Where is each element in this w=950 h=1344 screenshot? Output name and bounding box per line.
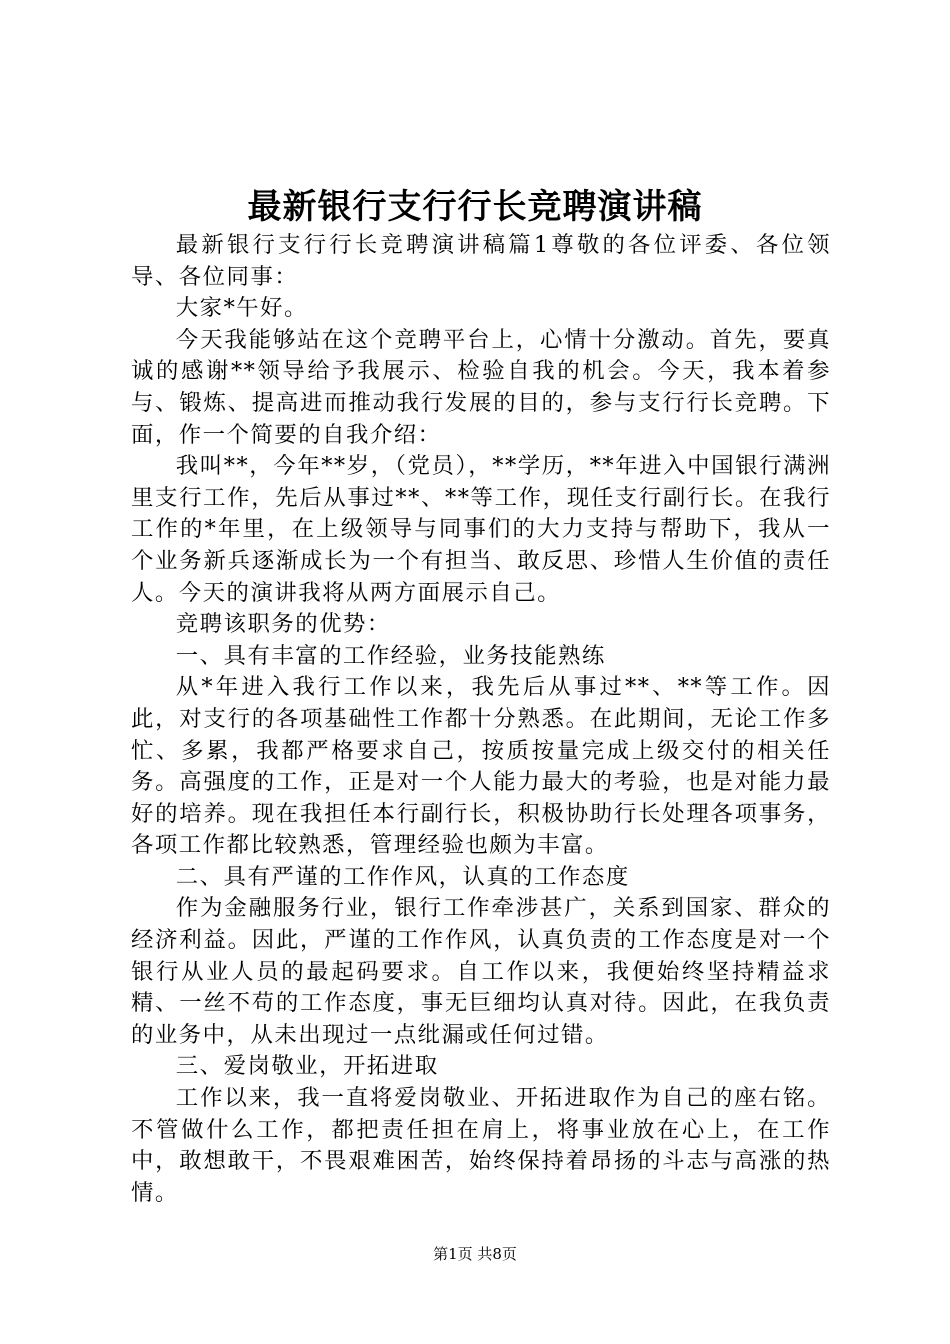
- paragraph-experience: 从*年进入我行工作以来，我先后从事过**、**等工作。因此，对支行的各项基础性工作都十分熟悉。在此期间，无论工作多忙、多累，我都严格要求自己，按质按量完成上级交付的相关任务。高强度的工作，正是对一个人能力最大的考验，也是对能力最好的培养。现在我担任本行副行长，积极协助行长处理各项事务，各项工作都比较熟悉，管理经验也颇为丰富。: [131, 674, 831, 859]
- paragraph-advantages-heading: 竞聘该职务的优势：: [175, 611, 391, 638]
- document-title: 最新银行支行行长竞聘演讲稿: [247, 187, 703, 227]
- document-body: [131, 230, 831, 1209]
- section-heading-work-style: 二、具有严谨的工作作风，认真的工作态度: [175, 863, 630, 890]
- section-heading-dedication: 三、爱岗敬业，开拓进取: [175, 1053, 439, 1080]
- page-footer: 第1页 共8页: [433, 1245, 517, 1263]
- section-heading-experience: 一、具有丰富的工作经验，业务技能熟练: [175, 642, 606, 669]
- paragraph-greeting: 最新银行支行行长竞聘演讲稿篇1尊敬的各位评委、各位领导、各位同事：: [131, 232, 831, 290]
- paragraph-salutation: 大家*午好。: [175, 295, 308, 322]
- paragraph-dedication: 工作以来，我一直将爱岗敬业、开拓进取作为自己的座右铭。不管做什么工作，都把责任担在肩上，将事业放在心上，在工作中，敢想敢干，不畏艰难困苦，始终保持着昂扬的斗志与高涨的热情。: [131, 1085, 831, 1206]
- paragraph-self-introduction: 我叫**，今年**岁，（党员），**学历，**年进入中国银行满洲里支行工作，先后从事过**、**等工作，现任支行副行长。在我行工作的*年里，在上级领导与同事们的大力支持与帮助下，我从一个业务新兵逐渐成长为一个有担当、敢反思、珍惜人生价值的责任人。今天的演讲我将从两方面展示自己。: [131, 453, 831, 606]
- paragraph-opening: 今天我能够站在这个竞聘平台上，心情十分激动。首先，要真诚的感谢**领导给予我展示、检验自我的机会。今天，我本着参与、锻炼、提高进而推动我行发展的目的，参与支行行长竞聘。下面，作一个简要的自我介绍：: [131, 326, 831, 448]
- paragraph-work-style: 作为金融服务行业，银行工作牵涉甚广，关系到国家、群众的经济利益。因此，严谨的工作作风，认真负责的工作态度是对一个银行从业人员的最起码要求。自工作以来，我便始终坚持精益求精、一丝不苟的工作态度，事无巨细均认真对待。因此，在我负责的业务中，从未出现过一点纰漏或任何过错。: [131, 895, 831, 1048]
